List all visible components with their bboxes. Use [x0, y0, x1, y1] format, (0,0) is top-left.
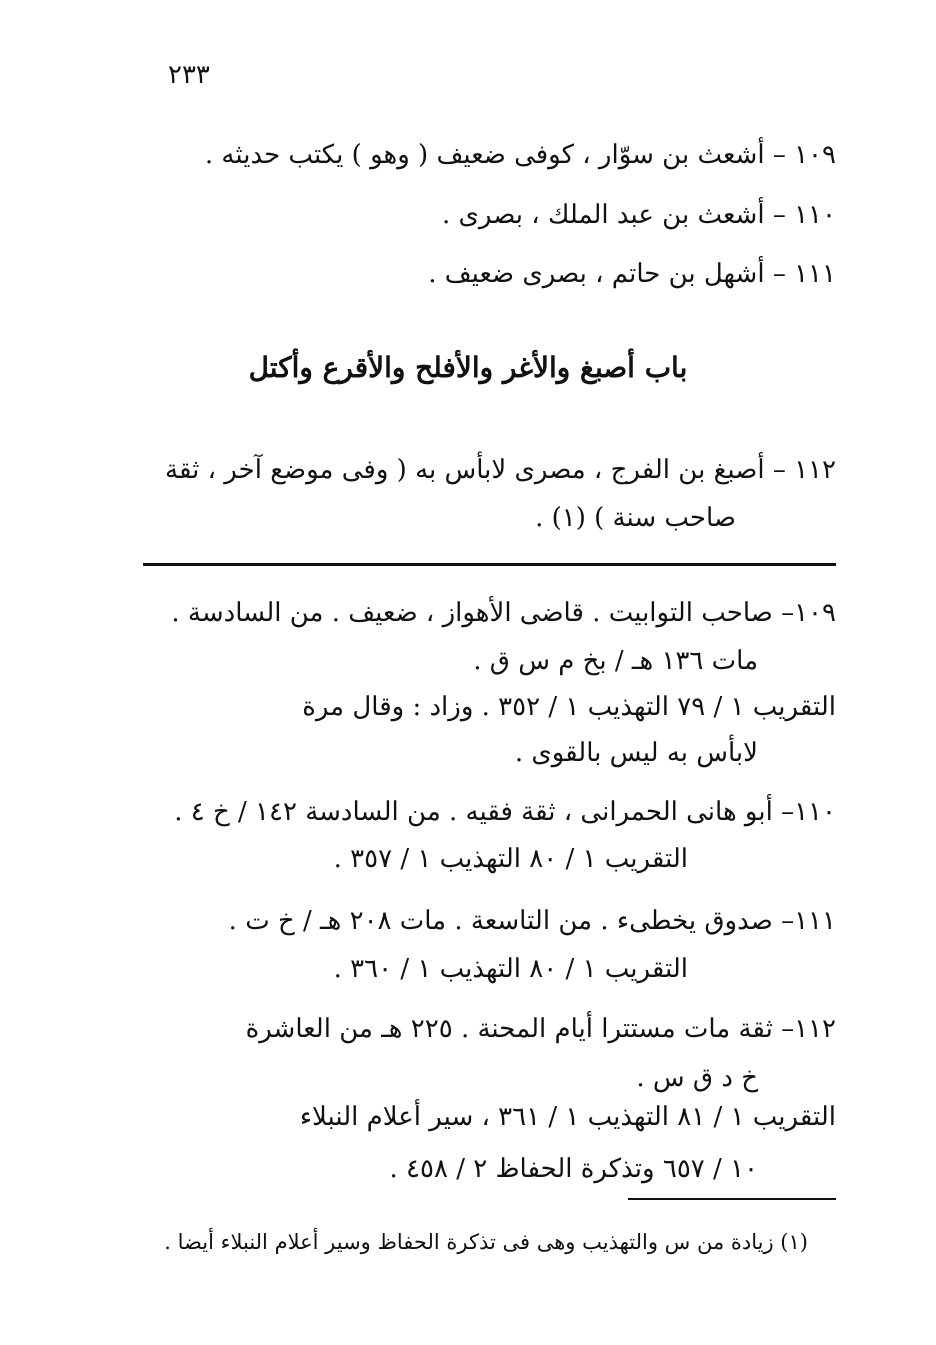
note-109-line2: مات ١٣٦ هـ / بخ م س ق .	[473, 646, 758, 676]
note-110-line1: ١١٠– أبو هانى الحمرانى ، ثقة فقيه . من السادسة ١٤٢ / خ ٤ .	[174, 797, 836, 827]
entry-110: ١١٠ – أشعث بن عبد الملك ، بصرى .	[442, 200, 836, 230]
note-112-line4: ١٠ / ٦٥٧ وتذكرة الحفاظ ٢ / ٤٥٨ .	[389, 1154, 758, 1184]
note-112-line3: التقريب ١ / ٨١ التهذيب ١ / ٣٦١ ، سير أعلام النبلاء	[299, 1102, 836, 1132]
note-111-line2: التقريب ١ / ٨٠ التهذيب ١ / ٣٦٠ .	[333, 954, 688, 984]
note-109-line1: ١٠٩– صاحب التوابيت . قاضى الأهواز ، ضعيف . من السادسة .	[171, 598, 836, 628]
footnote: (١) زيادة من س والتهذيب وهى فى تذكرة الحفاظ وسير أعلام النبلاء أيضا .	[164, 1230, 808, 1254]
section-heading: باب أصبغ والأغر والأفلح والأقرع وأكتل	[248, 351, 688, 384]
entry-111: ١١١ – أشهل بن حاتم ، بصرى ضعيف .	[428, 259, 836, 289]
entry-109: ١٠٩ – أشعث بن سوّار ، كوفى ضعيف ( وهو ) يكتب حديثه .	[204, 140, 836, 170]
page-number: ٢٣٣	[168, 60, 210, 90]
note-109-line4: لابأس به ليس بالقوى .	[514, 738, 758, 768]
note-112-line1: ١١٢– ثقة مات مستترا أيام المحنة . ٢٢٥ هـ من العاشرة	[245, 1014, 836, 1044]
main-separator	[143, 563, 836, 566]
entry-112-line2: صاحب سنة ) (١) .	[535, 503, 736, 533]
note-112-line2: خ د ق س .	[636, 1063, 758, 1093]
footnote-separator	[628, 1198, 836, 1200]
note-111-line1: ١١١– صدوق يخطىء . من التاسعة . مات ٢٠٨ هـ / خ ت .	[228, 906, 836, 936]
entry-112-line1: ١١٢ – أصبغ بن الفرج ، مصرى لابأس به ( وفى موضع آخر ، ثقة	[165, 455, 836, 485]
note-110-line2: التقريب ١ / ٨٠ التهذيب ١ / ٣٥٧ .	[333, 844, 688, 874]
note-109-line3: التقريب ١ / ٧٩ التهذيب ١ / ٣٥٢ . وزاد : وقال مرة	[302, 692, 836, 722]
